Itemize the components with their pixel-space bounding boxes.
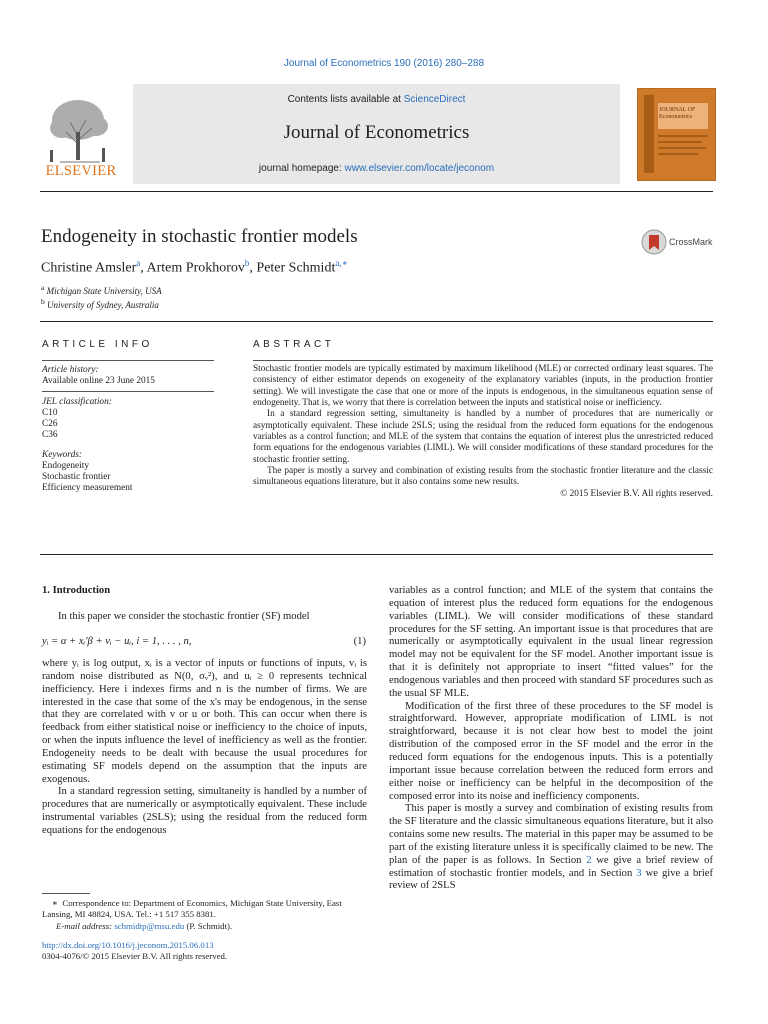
intro-paragraph-2: where yᵢ is log output, xᵢ is a vector of inputs or functions of inputs, vᵢ is random noise distributed as N(0, σᵥ²), and uᵢ ≥ 0 represents technical inefficiency. Here i indexes firms and n is the number of firms. We are interested in the case that some of the x's may be endogenous, in the sense that they are correlated with v or u or both. This can occur when there is feedback from either statistical noise or inefficiency to the choice of inputs, or when the inputs influence the level of inefficiency as well as the frontier. Endogeneity needs to be dealt with because the usual procedures for estimating SF models depend on the assumption that the inputs are exogenous. <box>42 658 367 785</box>
affiliation-marker[interactable]: b <box>244 258 250 268</box>
keyword: Endogeneity <box>42 461 89 471</box>
jel-code: C26 <box>42 419 58 429</box>
abstract-paragraph: Stochastic frontier models are typically estimated by maximum likelihood (MLE) or corrected ordinary least squares. The consistency of either estimator depends on exogeneity of the explanatory variables (inputs, in the production frontier setting). We will investigate the case that one or more of the inputs is endogenous, in the simultaneous equation sense of endogeneity. That is, we worry that there is correlation between the inputs and statistical noise or inefficiency. <box>253 364 713 409</box>
abstract-paragraph: In a standard regression setting, simultaneity is handled by a number of procedures that are numerically or asymptotically equivalent. These include 2SLS; using the residual from the reduced form equations for the endogenous variables as a control function; and MLE of the system that contains the equation of interest plus the unrestricted reduced form equations for the endogenous variables (LIML). We will consider modifications of these standard procedures for the stochastic frontier setting. <box>253 409 713 465</box>
keywords-label: Keywords: <box>42 450 82 460</box>
jel-code: C36 <box>42 430 58 440</box>
journal-cover-image[interactable] <box>637 88 716 181</box>
affiliation-marker[interactable]: a <box>136 258 141 268</box>
equation-1 <box>42 636 366 647</box>
footnote-mark: ∗ <box>52 898 58 908</box>
journal-citation[interactable]: Journal of Econometrics 190 (2016) 280–288 <box>283 58 485 69</box>
abstract-paragraph: The paper is mostly a survey and combination of existing results from the stochastic frontier literature and the classic simultaneous equations literature, but it also contains some new results. <box>253 466 713 488</box>
intro-paragraph <box>42 611 367 624</box>
keywords <box>42 450 214 494</box>
section-heading-introduction: 1. Introduction <box>42 585 111 596</box>
crossmark-badge[interactable] <box>641 229 721 255</box>
paragraph-text: This paper is mostly a survey and combination of existing results from the SF literature and the classic simultaneous equations literature, but it also contains some new results. The material in this paper may be assumed to be part of the existing literature unless it is specifically claimed to be new. The plan of the paper is as follows. In Section <box>389 803 713 866</box>
footnote-correspondence: Correspondence to: Department of Economics, Michigan State University, East Lansing, MI 48824, USA. Tel.: +1 517 355 8381. <box>42 898 342 920</box>
jel-code: C10 <box>42 408 58 418</box>
abstract-heading: ABSTRACT <box>253 339 335 350</box>
jel-label: JEL classification: <box>42 397 112 407</box>
abstract-copyright: © 2015 Elsevier B.V. All rights reserved. <box>560 488 713 499</box>
history-label: Article history: <box>42 365 99 375</box>
article-info-rule <box>42 391 214 392</box>
journal-banner <box>133 84 620 184</box>
abstract-rule-bottom <box>40 554 713 555</box>
article-history <box>42 365 214 387</box>
paragraph-text: we give a brief review of 2SLS <box>389 867 713 892</box>
footnote-rule <box>42 893 90 894</box>
email-suffix: (P. Schmidt). <box>184 920 233 931</box>
email-link[interactable]: schmidtp@msu.edu <box>114 920 185 931</box>
equation-number: (1) <box>353 636 366 647</box>
affiliation-mark: b <box>41 297 45 306</box>
doi-link[interactable]: http://dx.doi.org/10.1016/j.jeconom.2015.06.013 <box>42 940 214 950</box>
intro-paragraph-4: variables as a control function; and MLE of the system that contains the equation of interest plus the reduced form equations for the endogenous variables (LIML). We will consider modifications of these standard procedures for the SF setting. An important issue is that procedures that are numerically or asymptotically equivalent in the usual linear regression model may not be equivalent for the SF model. Another important issue is that it is definitely not appropriate to insert “fitted values” for the endogenous variables and then proceed with standard SF procedures such as the usual SF MLE. <box>389 585 713 699</box>
intro-paragraph-5: Modification of the first three of these procedures to the SF model is straightforward. However, appropriate modification of LIML is not straightforward, because it is not clear how best to model the joint distribution of the composed error in the SF model and the error in the reduced form equations for the endogenous inputs. This is a potentially important issue because correlation between the reduced form errors and either noise or inefficiency can be helpful in the decomposition of the composed error into its noise and inefficiency components. <box>389 700 713 802</box>
paragraph-text: we give a brief review of estimation of stochastic frontier models, and in Section <box>389 854 713 879</box>
affiliation-b <box>41 297 159 310</box>
header-rule <box>40 191 713 192</box>
section-ref-link[interactable]: 2 <box>586 854 592 866</box>
article-info-rule <box>42 360 214 361</box>
affiliation-text: University of Sydney, Australia <box>47 300 159 310</box>
footnote <box>42 898 367 932</box>
cover-title: JOURNAL OF Econometrics <box>659 107 696 120</box>
author-name[interactable]: Christine Amsler <box>41 260 137 276</box>
affiliation-text: Michigan State University, USA <box>46 286 162 296</box>
keyword: Stochastic frontier <box>42 472 111 482</box>
article-title: Endogeneity in stochastic frontier models <box>41 226 358 247</box>
crossmark-label: CrossMark <box>669 237 713 247</box>
affiliation-mark: a <box>41 283 45 292</box>
author-name[interactable]: Peter Schmidt <box>256 260 336 276</box>
elsevier-logo[interactable] <box>40 92 122 180</box>
abstract-body <box>253 364 713 500</box>
left-column-body <box>42 658 367 838</box>
author-name[interactable]: Artem Prokhorov <box>146 260 245 276</box>
elsevier-wordmark: ELSEVIER <box>45 163 117 179</box>
history-value: Available online 23 June 2015 <box>42 376 155 386</box>
right-column-body <box>389 585 713 893</box>
crossmark-icon <box>641 229 667 255</box>
contents-line <box>133 94 620 105</box>
intro-paragraph-3: In a standard regression setting, simultaneity is handled by a number of procedures that are numerically or asymptotically equivalent. These include instrumental variables (2SLS); using the residual from the reduced form equations for the endogenous <box>42 786 367 836</box>
sciencedirect-link[interactable]: ScienceDirect <box>403 94 466 105</box>
equation-text: yᵢ = α + xᵢ′β + vᵢ − uᵢ, i = 1, . . . , n, <box>42 636 192 647</box>
issn-line: 0304-4076/© 2015 Elsevier B.V. All rights reserved. <box>42 951 228 962</box>
intro-paragraph-1: In this paper we consider the stochastic frontier (SF) model <box>58 611 310 622</box>
homepage-link[interactable]: www.elsevier.com/locate/jeconom <box>344 163 495 174</box>
homepage-prefix: journal homepage: <box>258 163 345 174</box>
contents-prefix: Contents lists available at <box>287 94 404 105</box>
keyword: Efficiency measurement <box>42 483 133 493</box>
journal-title: Journal of Econometrics <box>283 122 470 143</box>
title-rule <box>40 321 713 322</box>
jel-classification <box>42 397 214 441</box>
affiliation-marker[interactable]: a,∗ <box>335 258 348 268</box>
affiliation-a <box>41 283 162 296</box>
article-info-heading: ARTICLE INFO <box>42 339 153 350</box>
author-list: Christine Amsler$^a$, Artem Prokhorov$^b$, Peter Schmidt$^{a,∗}$ <box>41 258 348 276</box>
doi-block <box>42 940 227 963</box>
intro-paragraph-6 <box>389 803 713 893</box>
section-ref-link[interactable]: 3 <box>636 867 642 879</box>
homepage-line <box>133 163 620 174</box>
abstract-rule <box>253 360 713 361</box>
email-label: E-mail address: <box>56 920 115 931</box>
